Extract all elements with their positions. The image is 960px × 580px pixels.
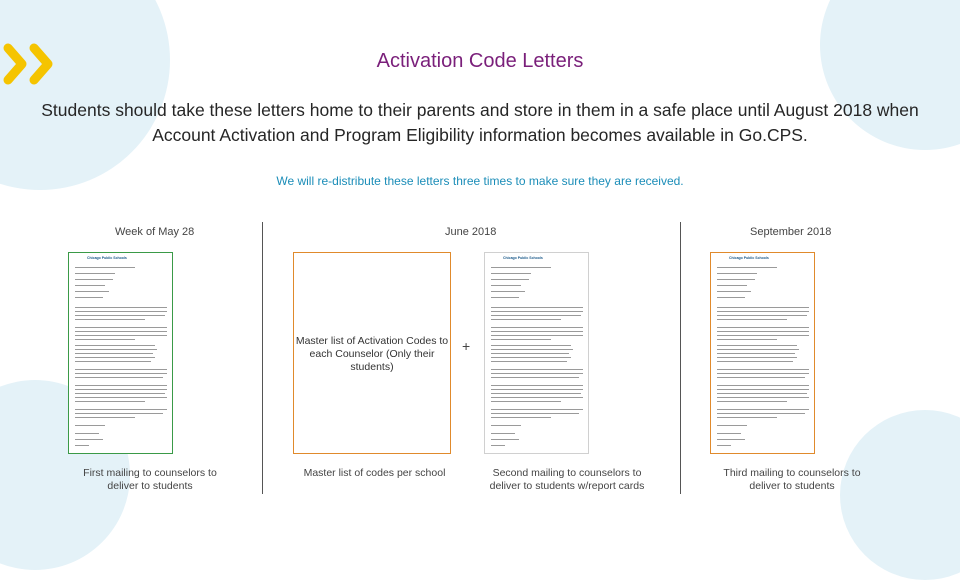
letter-text-line: [717, 339, 777, 340]
letter-text-line: [75, 369, 167, 370]
letter-text-line: [717, 373, 809, 374]
timeline-september-2018: September 2018: [750, 226, 832, 238]
timeline-week-of-may-28: Week of May 28: [115, 226, 195, 238]
letter-text-line: [491, 267, 551, 268]
letter-text-line: [75, 361, 151, 362]
timeline-june-2018: June 2018: [445, 226, 497, 238]
letter-text-line: [717, 401, 787, 402]
letter-text-line: [491, 315, 581, 316]
letter-text-line: [491, 297, 519, 298]
letter-text-line: [717, 425, 747, 426]
letter-text-line: [717, 397, 809, 398]
letter-text-line: [717, 439, 745, 440]
letter-text-line: [717, 267, 777, 268]
letter-text-line: [491, 335, 583, 336]
page-subtitle: Students should take these letters home to their parents and store in them in a safe place until August 2018 when Account Activation and Program Eligibility information becomes available in Go.CPS.: [41, 100, 919, 145]
letter-text-line: [75, 335, 167, 336]
letter-text-line: [717, 445, 731, 446]
letter-text-line: [75, 297, 103, 298]
letter-text-line: [75, 311, 167, 312]
letter-text-line: [717, 417, 777, 418]
letter-text-line: [491, 369, 583, 370]
letter-text-line: [491, 397, 583, 398]
letter-text-line: [491, 385, 583, 386]
caption-second-mailing: Second mailing to counselors to deliver to students w/report cards: [489, 467, 645, 492]
letter-text-line: [491, 353, 569, 354]
letter-text-line: [717, 357, 797, 358]
divider-line: [680, 222, 681, 494]
letter-text-line: [75, 357, 155, 358]
letter-text-line: [491, 331, 583, 332]
letter-text-line: [717, 385, 809, 386]
letter-text-line: [717, 389, 809, 390]
letter-text-line: [717, 369, 809, 370]
plus-sign: +: [462, 338, 471, 354]
letter-text-line: [717, 361, 793, 362]
letter-text-line: [491, 273, 531, 274]
caption-first-mailing: First mailing to counselors to deliver to students: [83, 467, 217, 492]
letter-text-line: [491, 377, 579, 378]
letter-text-line: [491, 279, 529, 280]
redistribution-note: We will re-distribute these letters three times to make sure they are received.: [276, 174, 684, 188]
letter-text-line: [75, 439, 103, 440]
letter-text-line: [491, 339, 551, 340]
letter-text-line: [491, 425, 521, 426]
letter-text-line: [491, 345, 571, 346]
activation-letter-thumbnail: [68, 252, 173, 454]
letter-text-line: [75, 409, 167, 410]
letter-text-line: [75, 401, 145, 402]
letter-text-line: [75, 331, 167, 332]
letter-text-line: [717, 307, 809, 308]
letter-text-line: [491, 373, 583, 374]
letter-text-line: [491, 409, 583, 410]
letter-text-line: [75, 433, 99, 434]
background-circle: [840, 410, 960, 580]
letter-text-line: [491, 327, 583, 328]
letter-text-line: [717, 393, 807, 394]
letter-text-line: [491, 319, 561, 320]
activation-letter-thumbnail: [710, 252, 815, 454]
letter-text-line: [75, 315, 165, 316]
letter-text-line: [717, 327, 809, 328]
letter-text-line: [75, 349, 157, 350]
letter-text-line: [75, 339, 135, 340]
letter-text-line: [75, 373, 167, 374]
letter-text-line: [717, 377, 805, 378]
letter-text-line: [491, 349, 573, 350]
letter-text-line: [75, 279, 113, 280]
divider-line: [262, 222, 263, 494]
letter-text-line: [75, 397, 167, 398]
letter-text-line: [75, 327, 167, 328]
letter-text-line: [717, 331, 809, 332]
letter-text-line: [717, 409, 809, 410]
letter-text-line: [717, 349, 799, 350]
letter-text-line: [75, 285, 105, 286]
letter-text-line: [75, 389, 167, 390]
master-list-box: [293, 252, 451, 454]
letter-text-line: [491, 307, 583, 308]
letter-text-line: [75, 291, 109, 292]
background-circle: [0, 0, 170, 190]
caption-third-mailing: Third mailing to counselors to deliver to students: [723, 467, 861, 492]
letter-text-line: [491, 393, 581, 394]
letter-text-line: [75, 385, 167, 386]
letter-text-line: [491, 357, 571, 358]
letter-brand-text: Chicago Public Schools: [729, 256, 769, 260]
letter-text-line: [75, 377, 163, 378]
letter-text-line: [717, 315, 807, 316]
letter-text-line: [717, 353, 795, 354]
letter-text-line: [491, 311, 583, 312]
letter-text-line: [717, 311, 809, 312]
page-title: Activation Code Letters: [376, 50, 584, 72]
letter-text-line: [717, 413, 805, 414]
letter-text-line: [75, 445, 89, 446]
letter-text-line: [491, 417, 551, 418]
letter-text-line: [491, 401, 561, 402]
letter-text-line: [75, 413, 163, 414]
activation-letter-thumbnail: [484, 252, 589, 454]
letter-text-line: [717, 291, 751, 292]
letter-text-line: [491, 361, 567, 362]
letter-brand-text: Chicago Public Schools: [503, 256, 543, 260]
letter-text-line: [491, 291, 525, 292]
master-list-text: Master list of Activation Codes to each Counselor (Only their students): [295, 335, 449, 373]
letter-text-line: [491, 413, 579, 414]
letter-text-line: [75, 417, 135, 418]
letter-text-line: [717, 297, 745, 298]
letter-text-line: [717, 273, 757, 274]
letter-brand-text: Chicago Public Schools: [87, 256, 127, 260]
letter-text-line: [717, 285, 747, 286]
letter-text-line: [717, 433, 741, 434]
letter-text-line: [75, 267, 135, 268]
letter-text-line: [491, 433, 515, 434]
letter-text-line: [75, 307, 167, 308]
letter-text-line: [75, 345, 155, 346]
letter-text-line: [717, 335, 809, 336]
letter-text-line: [717, 279, 755, 280]
letter-text-line: [75, 393, 165, 394]
caption-master-list: Master list of codes per school: [303, 467, 446, 479]
letter-text-line: [75, 353, 153, 354]
letter-text-line: [75, 425, 105, 426]
letter-text-line: [491, 445, 505, 446]
letter-text-line: [717, 319, 787, 320]
letter-text-line: [717, 345, 797, 346]
letter-text-line: [491, 285, 521, 286]
letter-text-line: [75, 273, 115, 274]
letter-text-line: [491, 439, 519, 440]
letter-text-line: [491, 389, 583, 390]
letter-text-line: [75, 319, 145, 320]
